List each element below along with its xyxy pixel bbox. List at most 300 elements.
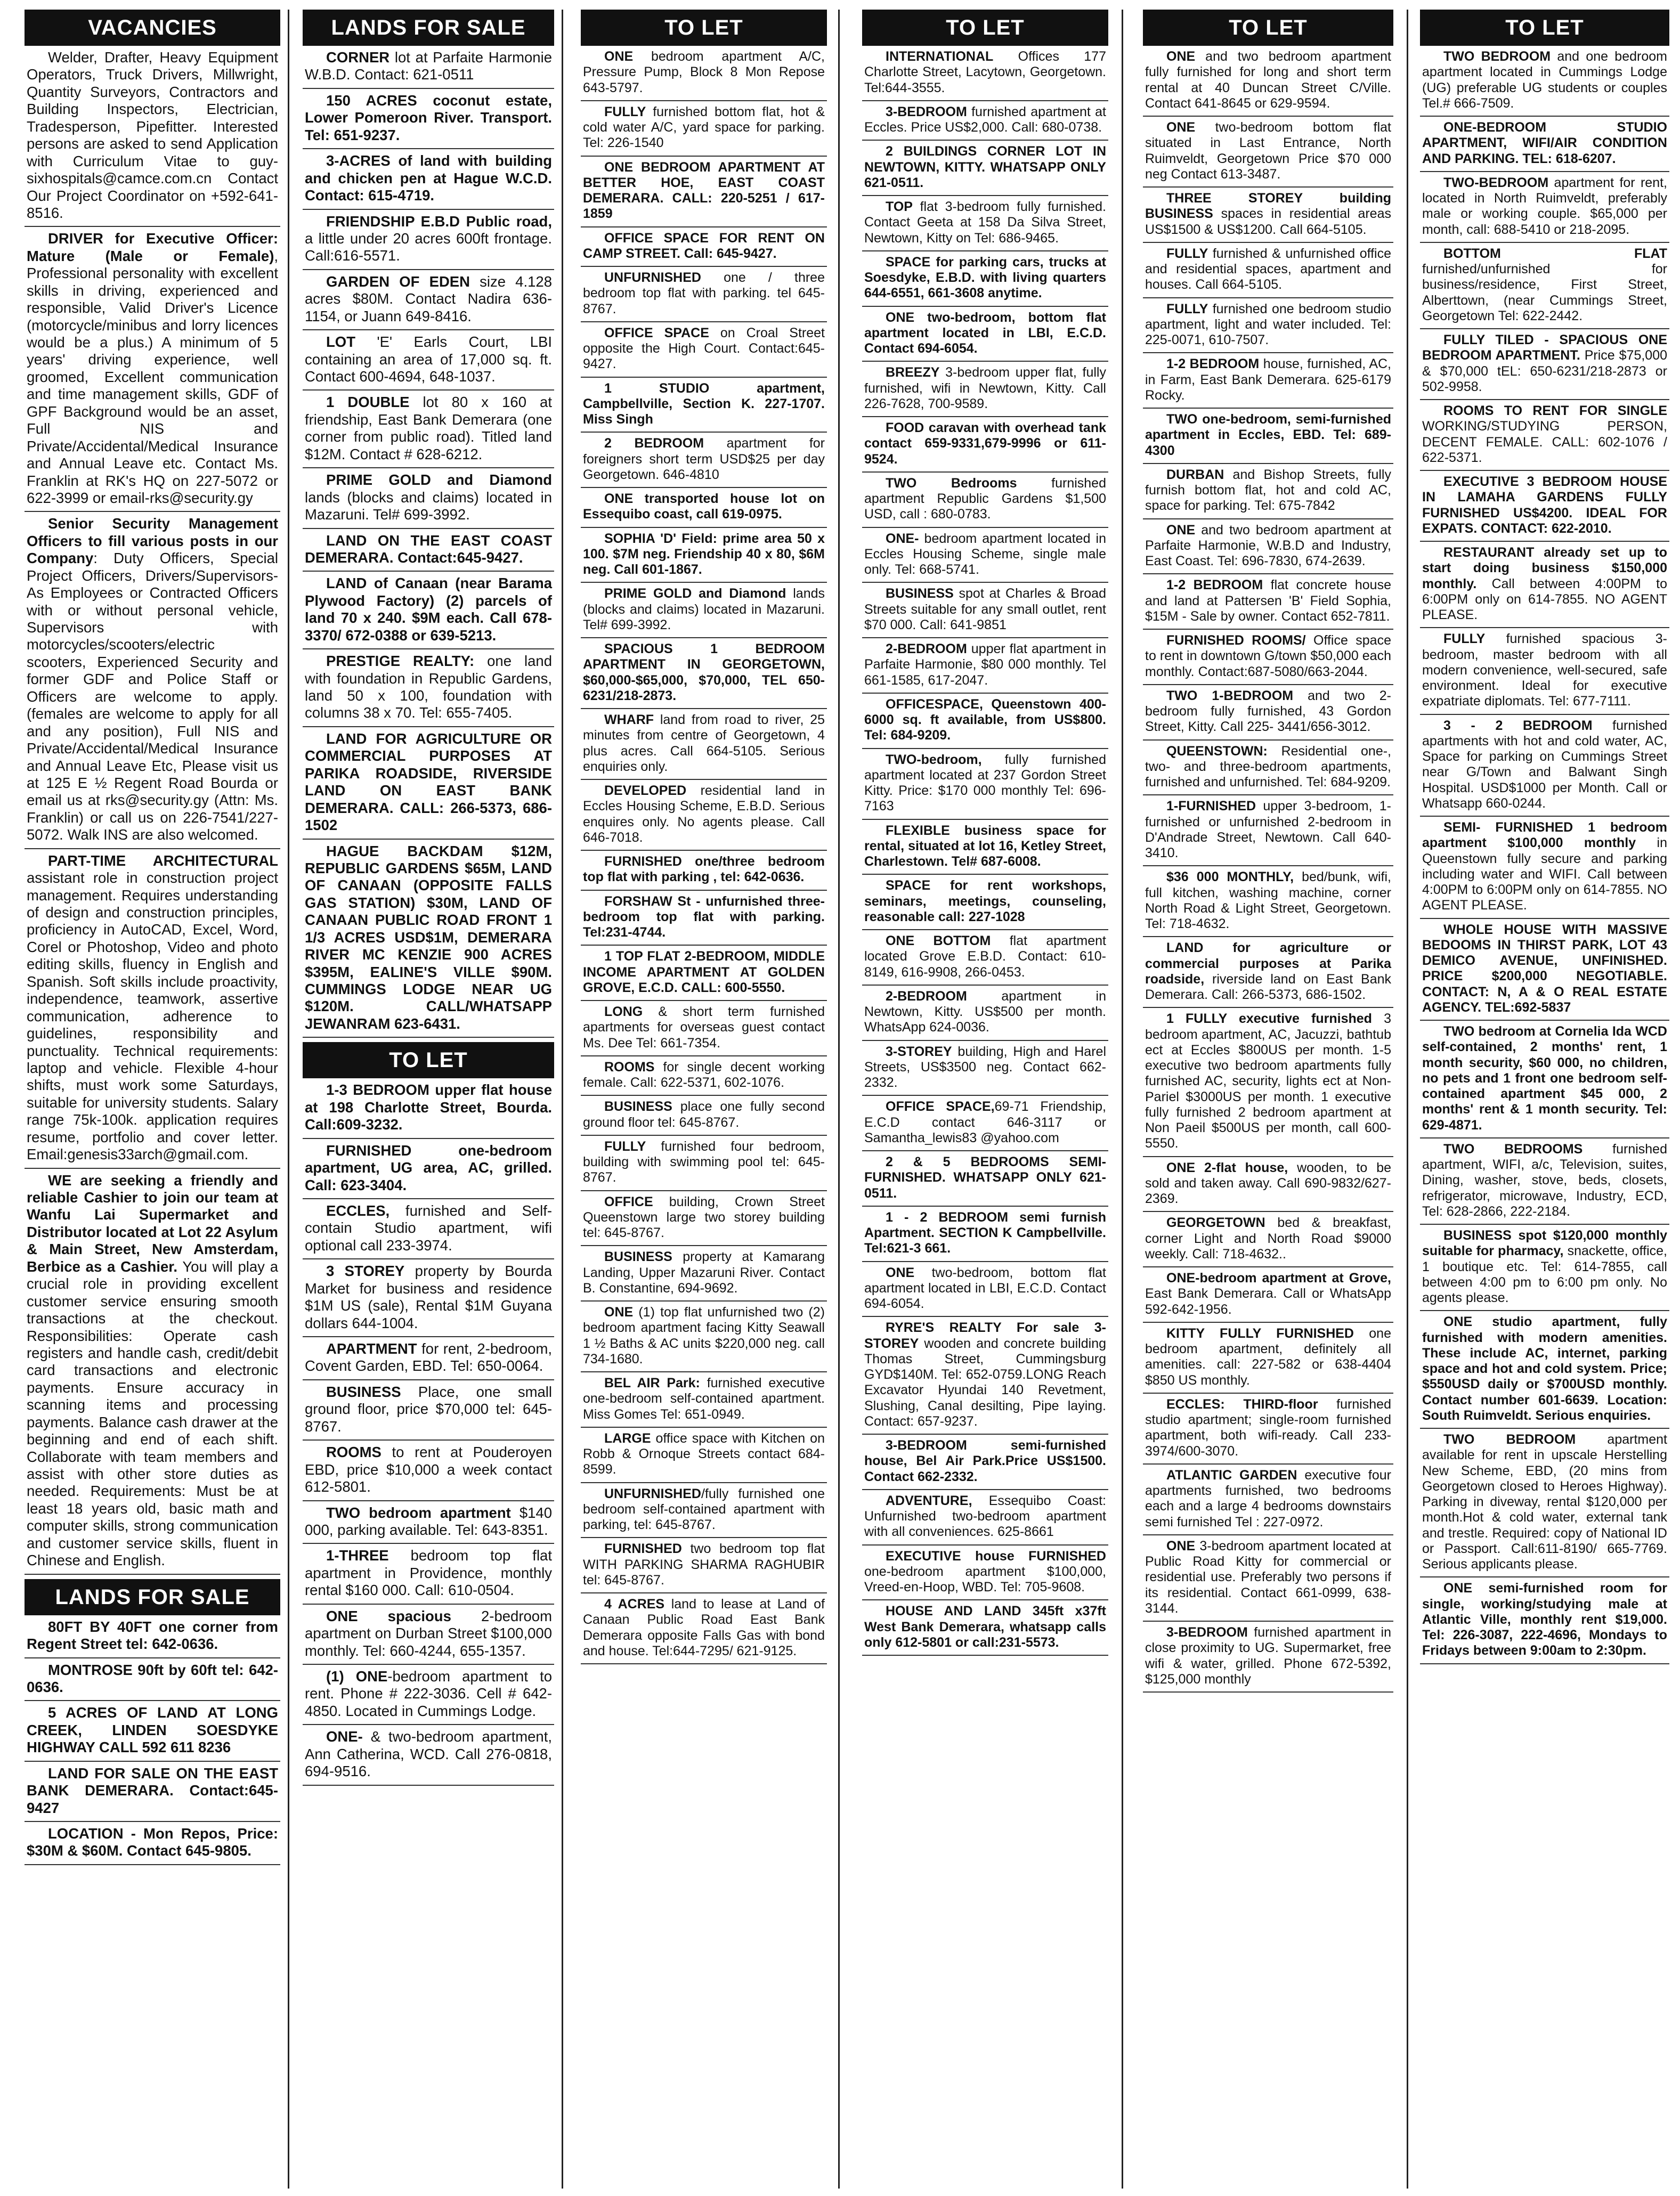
classified-ad [1420, 46, 1669, 117]
column-to-let-3 [1143, 10, 1393, 2191]
ad-text: one-bedroom apartment $100,000, Vreed-en-Hoop, WBD. Tel: 705-9608. [864, 1564, 1106, 1595]
ad-text: (1) top flat unfurnished two (2) bedroom apartment facing Kitty Seawall 1 ½ Baths & AC units $220,000 neg. call 734-1680. [583, 1305, 825, 1367]
ad-text: on Croal Street opposite the High Court. Contact:645-9427. [583, 325, 825, 372]
classified-ad [581, 101, 827, 157]
ad-lead: ECCLES, [326, 1202, 390, 1219]
ad-text: assistant role in construction project management. Requires understanding of design and construction principles, proficiency in AutoCAD, Excel, Word, Corel or Photoshop, Video and photo editing skills, fluency in English and Spanish. Soft skills include proactivity, independence, teamwork, assertive communication, adherence to guidelines, responsibility and punctuality. Technical requirements: laptop and vehicle. Flexible 4-hour shifts, must work some Saturdays, suitable for university students. Salary range 75k-100k. application requires resume, portfolio and cover letter. Email:genesis33arch@gmail.com. [27, 869, 278, 1163]
ad-lead: SPACIOUS 1 BEDROOM APARTMENT IN GEORGETOWN, $60,000-$65,000, $70,000, TEL 650-6231/218-2873. [583, 641, 825, 703]
classified-ad [1143, 1622, 1393, 1693]
classified-ad [862, 1262, 1108, 1317]
classified-ad [581, 433, 827, 488]
classified-ad [1143, 741, 1393, 796]
ad-text: furnished one bedroom studio apartment, light and water included. Tel: 225-0071, 610-7507. [1145, 301, 1391, 347]
ad-lead: (1) ONE [326, 1668, 388, 1685]
classified-ad [862, 307, 1108, 362]
classified-ad [862, 930, 1108, 986]
ad-lead: 1-THREE [326, 1547, 389, 1564]
ad-lead: 3-BEDROOM [886, 104, 967, 119]
classified-ad [1420, 919, 1669, 1021]
classified-ad [1143, 685, 1393, 741]
ad-text: wooden, to be sold and taken away. Call 690-9832/627-2369. [1145, 1160, 1391, 1206]
section-header: LANDS FOR SALE [303, 10, 554, 46]
classified-ad [862, 141, 1108, 196]
ad-text: bed/bunk, wifi, full kitchen, washing machine, corner North Road & Light Street, Georgetown. Tel: 718-4632. [1145, 869, 1391, 931]
classified-ad [1420, 542, 1669, 628]
ad-text: Office space to rent in downtown G/town $50,000 each monthly. Contact:687-5080/663-2044. [1145, 633, 1391, 679]
classified-ad [1143, 243, 1393, 298]
classified-ad [862, 638, 1108, 694]
ad-lead: 2 BUILDINGS CORNER LOT IN NEWTOWN, KITTY. WHATSAPP ONLY 621-0511. [864, 144, 1106, 190]
ad-lead: TWO BEDROOMS [1443, 1141, 1583, 1157]
ad-lead: FULLY [604, 1138, 646, 1154]
ad-text: property by Bourda Market for business and residence $1M US (sale), Rental $1M Guyana dollars 644-1004. [305, 1263, 553, 1331]
ad-lead: ONE 2-flat house, [1166, 1160, 1288, 1175]
classified-ad [303, 1441, 554, 1501]
ad-text: apartment available for rent in upscale Herstelling New Scheme, EBD, (20 mins from Georgetown closed to Heroes Highway). Parking in diveway, rental $120,000 per month.Hot & cold water, external tank and trestle. Required: copy of National ID or Passport. Call:611-8190/ 665-7769. Serious applicants please. [1422, 1432, 1667, 1572]
ad-text: East Bank Demerara. Call or WhatsApp 592-642-1956. [1145, 1286, 1391, 1317]
classified-ad [581, 1001, 827, 1056]
classified-ad [303, 468, 554, 528]
column-divider [1407, 10, 1408, 2189]
classified-ad [1420, 117, 1669, 172]
ad-lead: QUEENSTOWN: [1166, 743, 1268, 759]
classified-ad [1420, 1429, 1669, 1577]
ad-text: lands (blocks and claims) located in Mazaruni. Tel# 699-3992. [583, 586, 825, 632]
ad-text: apartment for rent, located in North Ruimveldt, preferably male or working couple. $65,000 per month, call: 688-5410 or 218-2095. [1422, 175, 1667, 237]
ad-lead: 2-BEDROOM [886, 641, 967, 656]
ad-text: furnished bottom flat, hot & cold water A/C, yard space for parking. Tel: 226-1540 [583, 104, 825, 151]
classified-ad [581, 1096, 827, 1136]
ad-lead: ONE [1166, 522, 1196, 538]
ad-lead: ONE [1166, 49, 1196, 64]
ad-lead: OFFICE SPACE, [886, 1099, 995, 1115]
ad-lead: ONE transported house lot on Essequibo coast, call 619-0975. [583, 491, 825, 522]
classified-ad [1143, 409, 1393, 464]
ad-lead: TWO Bedrooms [886, 475, 1017, 491]
classified-ad [581, 780, 827, 851]
classified-ad [303, 1199, 554, 1259]
ad-lead: FURNISHED ROOMS/ [1166, 633, 1306, 648]
classified-ad [862, 1207, 1108, 1262]
ad-text: place one fully second ground floor tel: 645-8767. [583, 1099, 825, 1130]
column-to-let-4 [1420, 10, 1669, 2191]
column-divider [562, 10, 563, 2189]
ad-text: spaces in residential areas US$1500 & US$1200. Call 664-5105. [1145, 206, 1391, 237]
ad-text: one bedroom apartment, definitely all amenities. call: 227-582 or 638-4404 $850 US monthly. [1145, 1325, 1391, 1388]
ad-lead: SEMI- FURNISHED 1 bedroom apartment $100,000 monthly [1422, 820, 1667, 851]
classified-ad [1420, 1225, 1669, 1311]
ad-lead: PRIME GOLD and Diamond [326, 471, 552, 489]
section-header: TO LET [581, 10, 827, 46]
ad-lead: 3-ACRES of land with building and chicken pen at Hague W.C.D. Contact: 615-4719. [305, 152, 552, 204]
classified-ad [581, 488, 827, 528]
ad-lead: FULLY [604, 104, 646, 119]
classified-ad [862, 986, 1108, 1041]
ad-lead: ONE [1166, 120, 1196, 135]
classified-ad [581, 1136, 827, 1191]
ad-text: furnished apartment in close proximity to UG. Supermarket, free wifi & water, grilled. Phone 672-5392, $125,000 monthly [1145, 1625, 1391, 1687]
classified-ad [303, 1725, 554, 1785]
classified-ad [581, 1483, 827, 1539]
column-to-let-2 [862, 10, 1108, 2191]
ad-lead: FLEXIBLE business space for rental, situated at lot 16, Ketley Street, Charlestown. Tel# 687-6008. [864, 823, 1106, 869]
classified-ad [303, 149, 554, 209]
classified-ad [25, 849, 280, 1169]
classified-ad [25, 1762, 280, 1822]
ad-lead: 3-BEDROOM [1166, 1625, 1248, 1640]
ad-text: bed & breakfast, corner Light and North Road $9000 weekly. Call: 718-4632.. [1145, 1215, 1391, 1262]
ad-text: two-bedroom bottom flat situated in Last Entrance, North Ruimveldt, Georgetown Price $70 000 neg Contact 613-3487. [1145, 120, 1391, 182]
classified-ad [303, 270, 554, 330]
classified-ad [862, 1490, 1108, 1546]
ad-text: furnished four bedroom, building with swimming pool tel: 645-8767. [583, 1138, 825, 1185]
classified-ad [862, 251, 1108, 307]
classified-ad [581, 528, 827, 583]
classified-ad [581, 1191, 827, 1247]
ad-text: furnished apartment Republic Gardens $1,500 USD, call : 680-0783. [864, 475, 1106, 522]
ad-text: : Duty Officers, Special Project Officers, Drivers/Supervisors- As Employees or Contracted Officers with or without personal vehicle, Supervisors with motorcycles/scooters/electric scooters, Experienced Security and former GDF and Police Staff or Officers are welcome to apply. (females are welcome to apply for all and any position), Full NIS and Private/Accidental/Medical Insurance and Annual Leave Etc, Please visit us at 125 E ½ Regent Road Bourda or email us at rks@security.gy (Attn: Ms. Franklin) or call us on 226-7541/227-5072. Walk INS are also welcomed. [27, 550, 278, 843]
classified-ad [1420, 172, 1669, 243]
ad-lead: ROOMS [604, 1059, 655, 1075]
ad-lead: UNFURNISHED [604, 270, 701, 285]
ad-text: office space with Kitchen on Robb & Ornoque Streets contact 684-8599. [583, 1430, 825, 1477]
ad-lead: OFFICESPACE, Queenstown 400-6000 sq. ft available, from US$800. Tel: 684-9209. [864, 696, 1106, 743]
classified-ad [581, 267, 827, 322]
ad-text: one / three bedroom top flat with parking. tel 645-8767. [583, 270, 825, 316]
ad-lead: 1 - 2 BEDROOM semi furnish Apartment. SECTION K Campbellville. Tel:621-3 661. [864, 1209, 1106, 1256]
classified-ad [25, 1615, 280, 1658]
classified-ad [862, 1041, 1108, 1096]
ad-text: one land with foundation in Republic Gardens, land 50 x 100, foundation with columns 38 x 70. Tel: 655-7405. [305, 653, 553, 721]
classified-ad [303, 1544, 554, 1604]
ad-text: lot at Parfaite Harmonie W.B.D. Contact: 621-0511 [305, 49, 552, 83]
ad-lead: 4 ACRES [604, 1597, 665, 1612]
ad-lead: OFFICE SPACE [604, 325, 709, 340]
ad-text: bedroom top flat apartment in Providence, monthly rental $160 000. Call: 610-0504. [305, 1547, 552, 1599]
classified-ad [303, 1337, 554, 1380]
classified-ad [303, 1605, 554, 1665]
classified-ad [581, 709, 827, 780]
ad-text: to rent at Pouderoyen EBD, price $10,000 a week contact 612-5801. [305, 1444, 552, 1495]
ad-text: and two bedroom apartment at Parfaite Harmonie, W.B.D and Industry, East Coast. Tel: 696-7830, 674-2639. [1145, 522, 1391, 568]
column-divider [1122, 10, 1123, 2189]
ad-text: lands (blocks and claims) located in Mazaruni. Tel# 699-3992. [305, 489, 552, 523]
classified-ad [1143, 46, 1393, 117]
classified-ad [1420, 1021, 1669, 1138]
classified-ad [1420, 715, 1669, 817]
ad-text: land from road to river, 25 minutes from centre of Georgetown, 4 plus acres. Call 664-5105. Serious enquiries only. [583, 712, 825, 774]
ad-lead: LOT [326, 334, 355, 351]
ad-text: 2-bedroom apartment on Durban Street $100,000 monthly. Tel: 660-4244, 655-1357. [305, 1607, 552, 1659]
ad-lead: PART-TIME ARCHITECTURAL [48, 852, 278, 869]
ad-lead: ONE [604, 1305, 634, 1320]
ad-lead: TWO bedroom at Cornelia Ida WCD self-contained, 2 months' rent, 1 month security, $60 000, no children, no pets and 1 front one bedroom self-contained apartment $45 000, 2 months' rent & 1 month security. Tel: 629-4871. [1422, 1024, 1667, 1133]
classified-ad [303, 1078, 554, 1138]
section-header: VACANCIES [25, 10, 280, 46]
ad-lead: TWO-bedroom, [886, 752, 982, 767]
ad-lead: LOCATION - Mon Repos, Price: $30M & $60M. Contact 645-9805. [27, 1825, 278, 1859]
ad-lead: 1-2 BEDROOM [1166, 356, 1260, 372]
classified-ad [581, 946, 827, 1001]
classified-ad [1143, 1535, 1393, 1622]
ad-text: & two-bedroom apartment, Ann Catherina, WCD. Call 276-0818, 694-9516. [305, 1728, 552, 1780]
ad-text: spot at Charles & Broad Streets suitable for any small outlet, rent $70 000. Call: 641-9851 [864, 586, 1106, 632]
ad-lead: BUSINESS [604, 1249, 672, 1265]
ad-lead: 3 STOREY [326, 1263, 405, 1280]
ad-lead: ONE two-bedroom, bottom flat apartment located in LBI, E.C.D. Contact 694-6054. [864, 310, 1106, 356]
ad-lead: SPACE for parking cars, trucks at Soesdyke, E.B.D. with living quarters 644-6551, 661-3608 anytime. [864, 254, 1106, 301]
ad-lead: 3-STOREY [886, 1044, 952, 1059]
classified-ad [581, 1246, 827, 1302]
column-vacancies [25, 10, 280, 2191]
ad-lead: OFFICE SPACE FOR RENT ON CAMP STREET. Call: 645-9427. [583, 230, 825, 261]
ad-lead: ONE-BEDROOM STUDIO APARTMENT, WIFI/AIR CONDITION AND PARKING. TEL: 618-6207. [1422, 120, 1667, 166]
ad-lead: 1-3 BEDROOM upper flat house at 198 Charlotte Street, Bourda. Call:609-3232. [305, 1081, 552, 1133]
ad-text: Residential one-, two- and three-bedroom apartments, furnished and unfurnished. Tel: 684-9209. [1145, 743, 1391, 790]
section-header: TO LET [862, 10, 1108, 46]
classified-ad [862, 820, 1108, 875]
ad-text: Offices 177 Charlotte Street, Lacytown, Georgetown. Tel:644-3555. [864, 49, 1106, 95]
ad-text: WORKING/STUDYING PERSON, DECENT FEMALE. CALL: 602-1076 / 622-5371. [1422, 419, 1667, 465]
classified-ad [581, 157, 827, 227]
classified-ad [303, 330, 554, 391]
ad-lead: WHOLE HOUSE WITH MASSIVE BEDOOMS IN THIRST PARK, LOT 43 DEMICO AVENUE, UNFINISHED. PRICE $200,000 NEGOTIABLE. CONTACT: N, A & O REAL ESTATE AGENCY. TEL:692-5837 [1422, 922, 1667, 1015]
classified-ad [303, 840, 554, 1038]
ad-lead: TWO BEDROOM [1443, 1432, 1576, 1447]
ad-lead: ONE [604, 49, 634, 64]
classified-ad [862, 417, 1108, 473]
ad-text: apartment for foreigners short term USD$25 per day Georgetown. 646-4810 [583, 436, 825, 482]
classified-ad [581, 1372, 827, 1428]
classified-ad [581, 378, 827, 433]
classified-ad [862, 694, 1108, 749]
ad-lead: ROOMS [326, 1444, 382, 1461]
classified-ad [1420, 329, 1669, 400]
ad-lead: FORSHAW St - unfurnished three-bedroom top flat with parking. Tel:231-4744. [583, 893, 825, 940]
ad-text: furnished apartment at Eccles. Price US$2,000. Call: 680-0738. [864, 104, 1106, 135]
classified-ad [581, 638, 827, 709]
ad-text: furnished and Self-contain Studio apartment, wifi optional call 233-3974. [305, 1202, 552, 1254]
ad-text: residential land in Eccles Housing Scheme, E.B.D. Serious enquires only. No agents please. Call 646-7018. [583, 783, 825, 845]
ad-lead: BREEZY [886, 365, 940, 380]
ad-lead: ATLANTIC GARDEN [1166, 1467, 1297, 1483]
ad-lead: LAND ON THE EAST COAST DEMERARA. Contact:645-9427. [305, 532, 552, 566]
ad-lead: ONE semi-furnished room for single, working/studying male at Atlantic Ville, monthly rent $19,000. Tel: 226-3087, 222-4696, Mondays to Fridays between 9:00am to 2:30pm. [1422, 1581, 1667, 1658]
ad-text: and two bedroom apartment fully furnished for long and short term rental at 40 Duncan Street C/Ville. Contact 641-8645 or 629-9594. [1145, 49, 1391, 111]
ad-text: two bedroom top flat WITH PARKING SHARMA RAGHUBIR tel: 645-8767. [583, 1541, 825, 1588]
ad-text: & short term furnished apartments for overseas guest contact Ms. Dee Tel: 661-7354. [583, 1004, 825, 1051]
ad-lead: 150 ACRES coconut estate, Lower Pomeroon River. Transport. Tel: 651-9237. [305, 92, 552, 143]
classified-ad [1420, 817, 1669, 919]
classified-ad [1143, 1267, 1393, 1323]
classified-ad [1143, 937, 1393, 1008]
classified-ad [303, 46, 554, 89]
classified-ad [862, 1151, 1108, 1207]
ad-lead: ONE spacious [326, 1607, 451, 1624]
ad-lead: LAND for agriculture or commercial purposes at Parika roadside, [1145, 940, 1391, 987]
ad-lead: RESTAURANT already set up to start doing business $150,000 monthly. [1422, 545, 1667, 591]
ad-text: 3-bedroom upper flat, fully furnished, wifi in Newtown, Kitty. Call 226-7628, 700-9589. [864, 365, 1106, 411]
ad-text: Call between 4:00PM to 6:00PM only on 614-7855. NO AGENT PLEASE. [1422, 576, 1667, 622]
ad-lead: OFFICE [604, 1194, 653, 1209]
classified-ad [862, 46, 1108, 101]
ad-lead: ROOMS TO RENT FOR SINGLE [1443, 403, 1667, 418]
ad-lead: FULLY TILED - SPACIOUS ONE BEDROOM APARTMENT. [1422, 332, 1667, 363]
classified-ad [1143, 630, 1393, 685]
classified-ad [303, 1665, 554, 1725]
ad-text: upper flat apartment in Parfaite Harmonie, $80 000 monthly. Tel 661-1585, 617-2047. [864, 641, 1106, 688]
classified-ad [581, 1428, 827, 1483]
classified-ad [1420, 471, 1669, 542]
classified-ad [1143, 353, 1393, 409]
ad-lead: BUSINESS [886, 586, 954, 601]
ad-text: -bedroom apartment to rent. Phone # 222-3036. Cell # 642-4850. Located in Cummings Lodge. [305, 1668, 553, 1719]
column-divider [288, 10, 289, 2189]
ad-text: house, furnished, AC, in Farm, East Bank Demerara. 625-6179 Rocky. [1145, 356, 1391, 403]
ad-lead: 2 BEDROOM [604, 436, 704, 451]
ad-text: and two 2-bedroom fully furnished, 43 Gordon Street, Kitty. Call 225- 3441/656-3012. [1145, 688, 1391, 735]
ad-text: and one bedroom apartment located in Cummings Lodge (UG) preferable UG students or couples Tel.# 666-7509. [1422, 49, 1667, 111]
classified-ad [1420, 628, 1669, 714]
classified-ad [1143, 574, 1393, 630]
ad-lead: BEL AIR Park: [604, 1376, 700, 1390]
ad-text: executive four apartments furnished, two bedrooms each and a large 4 bedrooms downstairs semi furnished Tel : 227-0972. [1145, 1467, 1391, 1530]
classified-ad [862, 583, 1108, 638]
ad-lead: ONE [886, 1265, 915, 1280]
classified-ad [1143, 464, 1393, 519]
ad-lead: TWO 1-BEDROOM [1166, 688, 1294, 703]
ad-lead: ONE- [886, 531, 919, 546]
ad-lead: TWO one-bedroom, semi-furnished apartment in Eccles, EBD. Tel: 689-4300 [1145, 412, 1391, 458]
ad-lead: HAGUE BACKDAM $12M, REPUBLIC GARDENS $65M, LAND OF CANAAN (OPPOSITE FALLS GAS STATION) $30M, LAND OF CANAAN PUBLIC ROAD FRONT 1 1/3 ACRES USD$1M, DEMERARA RIVER MC KENZIE 900 ACRES $395M, EALINE'S VILLE $90M. CUMMINGS LODGE NEAR UG $120M. CALL/WHATSAPP JEWANRAM 623-6431. [305, 842, 552, 1032]
ad-lead: 1-2 BEDROOM [1166, 578, 1263, 593]
ad-lead: DURBAN [1166, 467, 1224, 482]
ad-text: furnished spacious 3-bedroom, master bedroom with all modern convenience, well-secured, safe environment. Ideal for executive expatriate diplomats. Tel: 677-7111. [1422, 631, 1667, 709]
ad-lead: TWO-BEDROOM [1443, 175, 1549, 190]
ad-lead: FOOD caravan with overhead tank contact 659-9331,679-9996 or 611-9524. [864, 420, 1106, 467]
classified-ad [581, 1593, 827, 1664]
ad-text: for rent, 2-bedroom, Covent Garden, EBD. Tel: 650-0064. [305, 1340, 552, 1374]
classified-ad [1143, 298, 1393, 354]
classified-ad [303, 727, 554, 840]
column-lands-for-sale [303, 10, 554, 2191]
ad-lead: PRIME GOLD and Diamond [604, 586, 786, 601]
ad-lead: BUSINESS spot $120,000 monthly suitable for pharmacy, [1422, 1228, 1667, 1259]
ad-lead: 1 STUDIO apartment, Campbellville, Section K. 227-1707. Miss Singh [583, 380, 825, 427]
classified-ad [25, 227, 280, 512]
ad-lead: 3 - 2 BEDROOM [1443, 718, 1593, 733]
ad-lead: 1 TOP FLAT 2-BEDROOM, MIDDLE INCOME APARTMENT AT GOLDEN GROVE, E.C.D. CALL: 600-5550. [583, 949, 825, 995]
ad-text: Essequibo Coast: Unfurnished two-bedroom apartment with all conveniences. 625-8661 [864, 1493, 1106, 1540]
classified-ad [862, 528, 1108, 583]
classified-ad [581, 583, 827, 638]
ad-lead: 5 ACRES OF LAND AT LONG CREEK, LINDEN SOESDYKE HIGHWAY CALL 592 611 8236 [27, 1704, 278, 1756]
classified-ad [1143, 519, 1393, 575]
ad-text: snackette, office, 1 boutique etc. Tel: 614-7855, call between 4:00 pm to 6:00 pm only. No agents please. [1422, 1243, 1667, 1305]
ad-lead: WHARF [604, 712, 654, 727]
ad-lead: ONE BEDROOM APARTMENT AT BETTER HOE, EAST COAST DEMERARA. CALL: 220-5251 / 617-1859 [583, 159, 825, 222]
ad-lead: 1 FULLY executive furnished [1166, 1011, 1372, 1027]
ad-lead: 2 & 5 BEDROOMS SEMI-FURNISHED. WHATSAPP ONLY 621-0511. [864, 1154, 1106, 1201]
ad-text: apartment in Newtown, Kitty. US$500 per month. WhatsApp 624-0036. [864, 988, 1106, 1035]
ad-lead: 1 DOUBLE [326, 394, 410, 411]
ad-lead: ONE- [326, 1728, 363, 1745]
ad-lead: FULLY [1166, 301, 1208, 316]
classified-ad [1143, 795, 1393, 866]
ad-text: flat 3-bedroom fully furnished. Contact Geeta at 158 Da Silva Street, Newtown, Kitty on Tel: 686-9465. [864, 199, 1106, 246]
ad-lead: TOP [886, 199, 913, 214]
section-header: TO LET [303, 1042, 554, 1078]
ad-text: Place, one small ground floor, price $70,000 tel: 645-8767. [305, 1383, 552, 1435]
ad-text: and Bishop Streets, fully furnish bottom flat, hot and cold AC, space for parking. Tel: 675-7842 [1145, 467, 1391, 514]
ad-lead: INTERNATIONAL [886, 49, 994, 64]
ad-text: land to lease at Land of Canaan Public Road East Bank Demerara opposite Falls Gas with bond and house. Tel:644-7295/ 621-9125. [583, 1597, 825, 1658]
classified-ad [25, 1822, 280, 1865]
section-header: TO LET [1143, 10, 1393, 46]
classified-ad [25, 512, 280, 849]
ad-text: building, Crown Street Queenstown large two storey building tel: 645-8767. [583, 1194, 825, 1240]
ad-lead: LARGE [604, 1430, 651, 1446]
classified-ad [25, 1169, 280, 1575]
classified-ad [303, 1380, 554, 1441]
classified-ad [25, 1658, 280, 1702]
classified-ad [862, 362, 1108, 417]
ad-lead: 2-BEDROOM [886, 988, 967, 1004]
ad-text: in Queenstown fully secure and parking including water and WIFI. Call between 4:00PM to 6:00PM only on 614-7855. NO AGENT PLEASE. [1422, 835, 1667, 913]
ad-lead: TWO bedroom apartment [326, 1504, 511, 1521]
classified-ad [862, 875, 1108, 930]
ad-lead: FURNISHED one/three bedroom top flat with parking , tel: 642-0636. [583, 854, 825, 885]
ad-lead: GEORGETOWN [1166, 1215, 1265, 1231]
classified-ad [862, 473, 1108, 528]
ad-lead: $36 000 MONTHLY, [1166, 869, 1294, 885]
classified-ad [862, 196, 1108, 251]
ad-lead: LAND of Canaan (near Barama Plywood Factory) (2) parcels of land 70 x 240. $9M each. Call 678-3370/ 672-0388 or 639-5213. [305, 575, 552, 644]
ad-text: , Professional personality with excellent skills in driving, experienced and responsible, Valid Driver's Licence (motorcycle/minibus and lorry licences would be a plus.) A minimum of 5 years' driving experience, well groomed, Excellent communication and time management skills, GDF of GPF Background would be an asset, Full NIS and Private/Accidental/Medical Insurance and Annual Leave etc. Contact Ms. Franklin at RK's HQ on 227-5072 or 622-3999 or email-rks@security.gy [27, 247, 278, 506]
classified-ad [1143, 1394, 1393, 1465]
ad-lead: ADVENTURE, [886, 1493, 972, 1508]
ad-text: building, High and Harel Streets, US$3500 neg. Contact 662-2332. [864, 1044, 1106, 1090]
ad-text: Price $75,000 & $70,000 tEL: 650-6231/218-2873 or 502-9958. [1422, 348, 1667, 394]
classified-ad [303, 1139, 554, 1199]
ad-text: 3 bedroom apartment, AC, Jacuzzi, bathtub ect at Eccles $800US per month. 1-5 executive two bedroom apartments fully furnished AC, security, lights ect at Non-Pariel $3000US per month. 1 executive fully furnished 2 bedroom apartment at Non Paeil $500US per month, call 600-5550. [1145, 1011, 1391, 1151]
classified-ad [581, 322, 827, 378]
section-header: TO LET [1420, 10, 1669, 46]
ad-text: 3-bedroom apartment located at Public Road Kitty for commercial or residential use. Preferably two persons if its residential. Contact 661-0999, 638-3144. [1145, 1538, 1391, 1616]
classified-ad [303, 649, 554, 727]
ad-lead: FRIENDSHIP E.B.D Public road, [326, 213, 552, 230]
classified-ad [581, 1538, 827, 1593]
classified-ad [862, 749, 1108, 820]
ad-lead: FURNISHED one-bedroom apartment, UG area, AC, grilled. Call: 623-3404. [305, 1142, 552, 1193]
classified-ad [862, 1546, 1108, 1601]
ad-text: furnished apartments with hot and cold water, AC, Space for parking on Cummings Street near G/Town and Balwant Singh Hospital. USD$1000 per Month. Call or Whatsapp 660-0244. [1422, 718, 1667, 811]
ad-text: flat apartment located Grove E.B.D. Contact: 610-8149, 616-9908, 266-0453. [864, 933, 1106, 980]
classified-ad [303, 210, 554, 270]
ad-lead: UNFURNISHED [604, 1486, 701, 1501]
ad-text: riverside land on East Bank Demerara. Call: 266-5373, 686-1502. [1145, 971, 1391, 1002]
classified-ad [581, 1056, 827, 1096]
classified-ad [25, 46, 280, 227]
ad-text: $140 000, parking available. Tel: 643-8351. [305, 1504, 552, 1538]
ad-lead: Senior Security Management Officers to fill various posts in our Company [27, 515, 278, 567]
column-divider [838, 10, 840, 2189]
classified-ad [862, 1096, 1108, 1151]
ad-lead: CORNER [326, 49, 390, 66]
ad-lead: LAND FOR SALE ON THE EAST BANK DEMERARA. Contact:645-9427 [27, 1764, 278, 1816]
ad-lead: RYRE'S REALTY For sale 3-STOREY [864, 1320, 1106, 1351]
ad-lead: SPACE for rent workshops, seminars, meetings, counseling, reasonable call: 227-1028 [864, 878, 1106, 924]
